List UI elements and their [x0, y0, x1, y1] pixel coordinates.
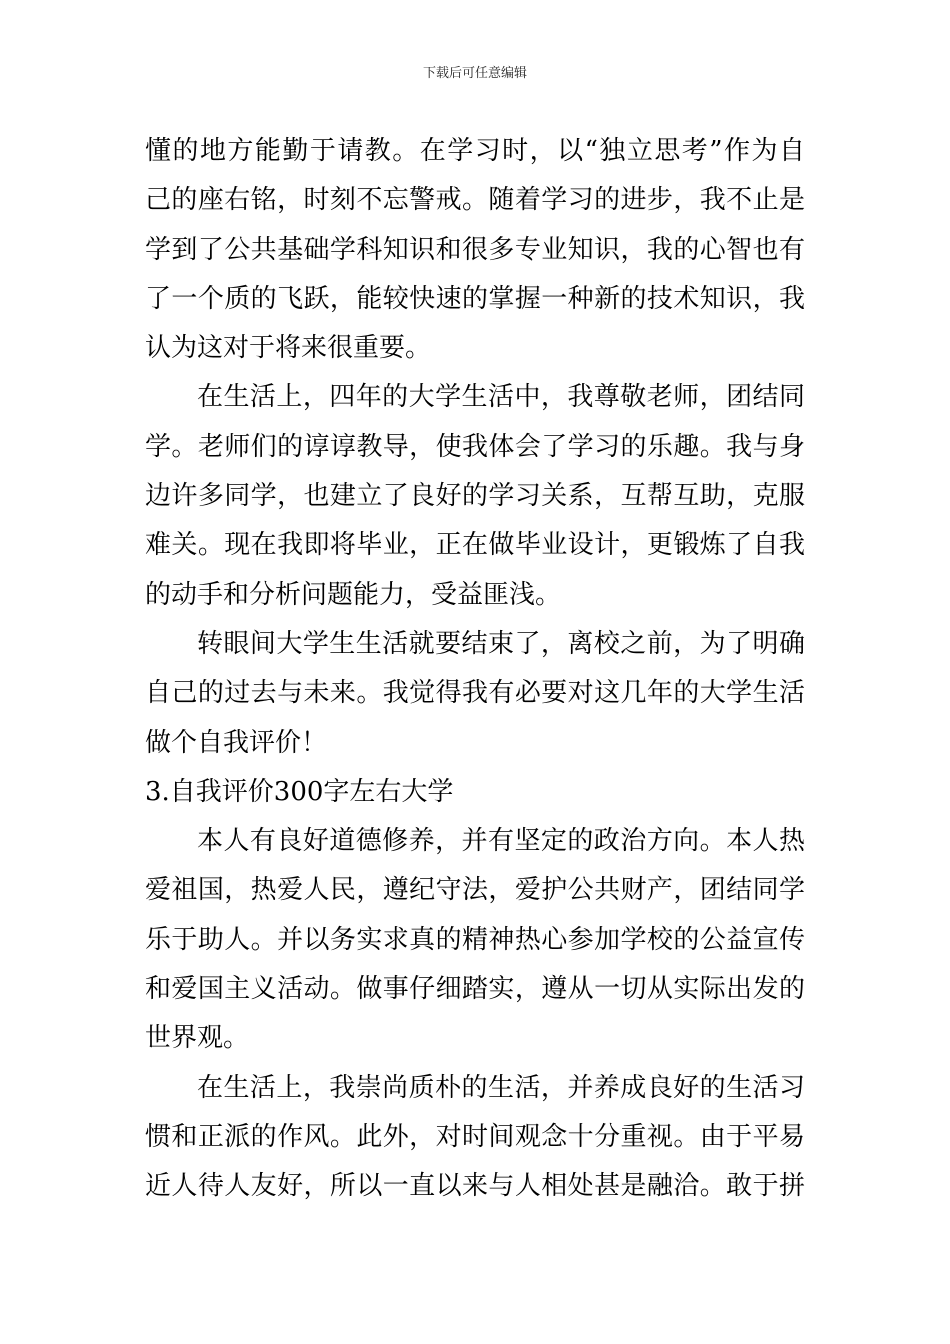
text-line: 己的座右铭，时刻不忘警戒。随着学习的进步，我不止是	[145, 185, 805, 216]
text-line: 本人有良好道德修养，并有坚定的政治方向。本人热	[197, 826, 805, 857]
text-line: 近人待人友好，所以一直以来与人相处甚是融洽。敢于拼	[145, 1171, 805, 1202]
text-line: 认为这对于将来很重要。	[145, 333, 432, 364]
text-line: 转眼间大学生生活就要结束了，离校之前，为了明确	[197, 628, 805, 659]
text-line: 惯和正派的作风。此外，对时间观念十分重视。由于平易	[145, 1121, 805, 1152]
text-line: 爱祖国，热爱人民，遵纪守法，爱护公共财产，团结同学	[145, 875, 805, 906]
text-line: 世界观。	[145, 1023, 250, 1054]
text-line: 在生活上，我崇尚质朴的生活，并养成良好的生活习	[197, 1072, 805, 1103]
text-line: 学到了公共基础学科知识和很多专业知识，我的心智也有	[145, 234, 805, 265]
page-header: 下载后可任意编辑	[422, 66, 527, 81]
text-line: 在生活上，四年的大学生活中，我尊敬老师，团结同	[197, 382, 805, 413]
text-line: 学。老师们的谆谆教导，使我体会了学习的乐趣。我与身	[145, 431, 805, 462]
text-line: 懂的地方能勤于请教。在学习时，以“独立思考”作为自	[145, 136, 805, 166]
section-heading: 3.自我评价300字左右大学	[145, 776, 454, 807]
text-line: 自己的过去与未来。我觉得我有必要对这几年的大学生活	[145, 678, 805, 709]
text-line: 做个自我评价！	[145, 727, 328, 758]
document-body	[145, 127, 805, 1212]
text-line: 边许多同学，也建立了良好的学习关系，互帮互助，克服	[145, 481, 805, 512]
text-line: 了一个质的飞跃，能较快速的掌握一种新的技术知识，我	[145, 283, 805, 314]
text-line: 和爱国主义活动。做事仔细踏实，遵从一切从实际出发的	[145, 974, 805, 1005]
text-line: 的动手和分析问题能力，受益匪浅。	[145, 579, 562, 610]
text-line: 难关。现在我即将毕业，正在做毕业设计，更锻炼了自我	[145, 530, 805, 561]
text-line: 乐于助人。并以务实求真的精神热心参加学校的公益宣传	[145, 924, 805, 955]
